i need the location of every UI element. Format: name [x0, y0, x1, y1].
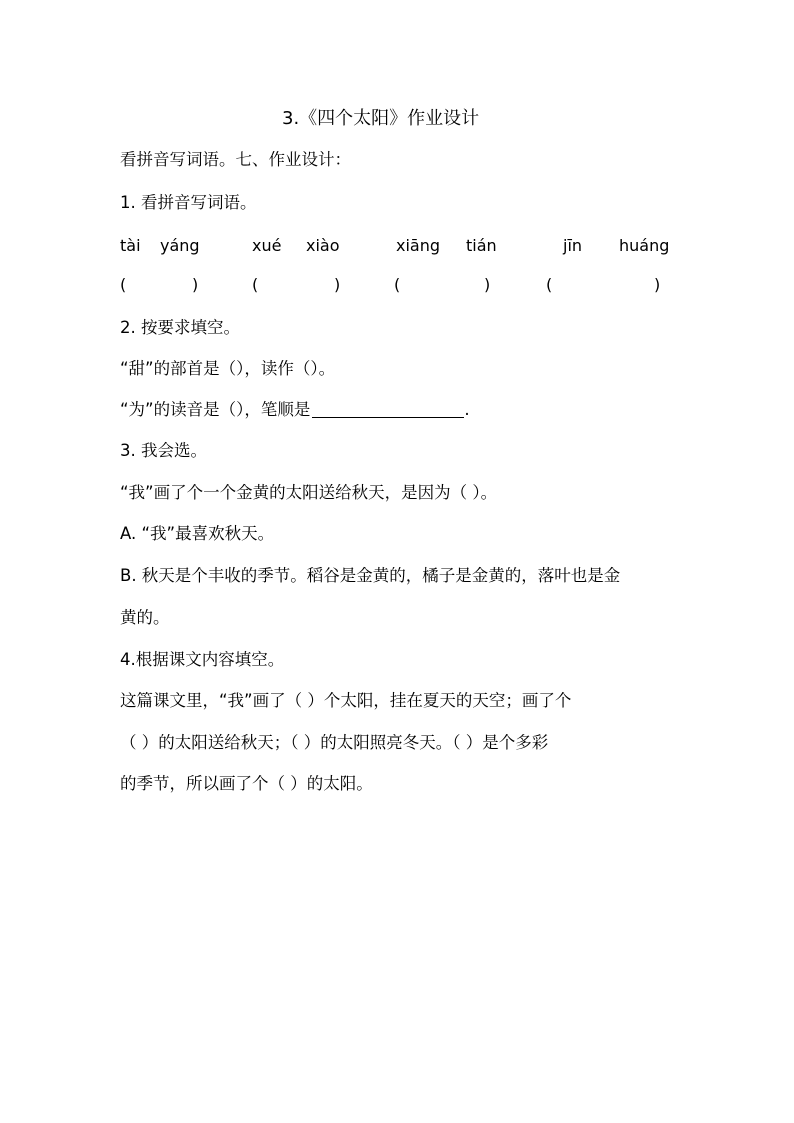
pinyin-xue: xué	[252, 236, 282, 255]
q2-line2	[120, 400, 470, 420]
q2-heading: 2. 按要求填空。	[120, 318, 240, 337]
q2-line2-prefix: “为”的读音是（），笔顺是	[120, 400, 311, 419]
pinyin-xiao: xiào	[306, 236, 340, 255]
q4-heading: 4.根据课文内容填空。	[120, 650, 285, 669]
pinyin-xiang: xiāng	[396, 236, 441, 255]
q2-line1: “甜”的部首是（），读作（）。	[120, 359, 336, 378]
bracket-close-3: )	[484, 275, 491, 294]
pinyin-huang: huáng	[619, 236, 670, 255]
q4-line1: 这篇课文里，“我”画了（ ）个太阳，挂在夏天的天空；画了个	[120, 691, 572, 710]
intro-text: 看拼音写词语。七、作业设计：	[120, 150, 351, 169]
q3-question: “我”画了个一个金黄的太阳送给秋天，是因为（ ）。	[120, 483, 498, 502]
bracket-open-2: (	[252, 275, 259, 294]
page-title: 3.《四个太阳》作业设计	[282, 108, 480, 129]
stroke-order-blank	[312, 401, 464, 418]
q3-option-a: A. “我”最喜欢秋天。	[120, 524, 275, 543]
pinyin-tai: tài	[120, 236, 141, 255]
bracket-open-1: (	[120, 275, 127, 294]
bracket-close-2: )	[334, 275, 341, 294]
q3-option-b-line2: 黄的。	[120, 608, 170, 627]
q3-heading: 3. 我会选。	[120, 441, 207, 460]
q1-heading: 1. 看拼音写词语。	[120, 193, 257, 212]
pinyin-jin: jīn	[563, 236, 583, 255]
q4-line3: 的季节，所以画了个（ ）的太阳。	[120, 774, 373, 793]
q2-line2-suffix: .	[464, 400, 470, 419]
pinyin-tian: tián	[466, 236, 497, 255]
q3-option-b-line1: B. 秋天是个丰收的季节。稻谷是金黄的，橘子是金黄的，落叶也是金	[120, 566, 621, 585]
q4-line2: （ ）的太阳送给秋天；（ ）的太阳照亮冬天。（ ）是个多彩	[120, 733, 549, 752]
bracket-close-4: )	[654, 275, 661, 294]
bracket-open-3: (	[394, 275, 401, 294]
bracket-open-4: (	[546, 275, 553, 294]
pinyin-yang: yáng	[160, 236, 200, 255]
bracket-close-1: )	[192, 275, 199, 294]
